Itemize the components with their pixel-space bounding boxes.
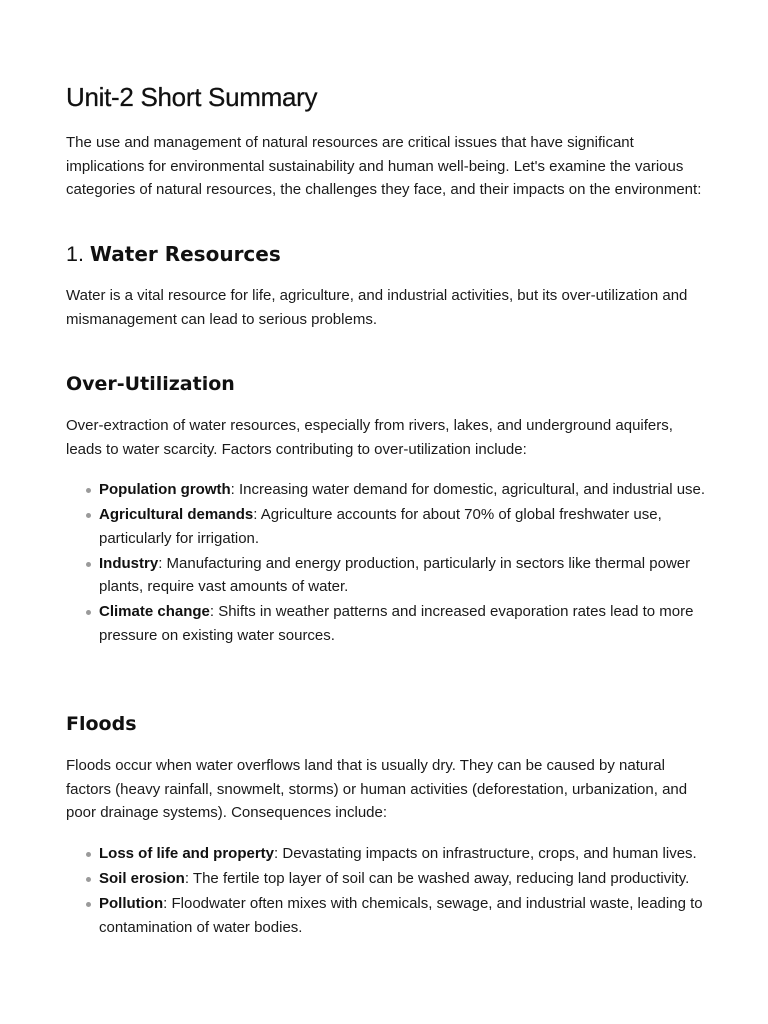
list-item-desc: : Manufacturing and energy production, particularly in sectors like thermal power plants, require vast amounts of water. [99,554,691,595]
list-item-term: Pollution [99,895,164,912]
floods-heading: Floods [66,713,137,735]
list-item-term: Climate change [99,603,210,620]
floods-paragraph: Floods occur when water overflows land that is usually dry. They can be caused by natural factors (heavy rainfall, snowmelt, storms) or human activities (deforestation, urbanization, and poor drainage systems). Consequences include: [66,757,688,821]
list-item [66,842,716,866]
page-title: Unit-2 Short Summary [66,82,318,112]
over-utilization-list [66,478,716,647]
list-item-desc: : Shifts in weather patterns and increased evaporation rates lead to more pressure on existing water sources. [99,603,694,644]
list-item-term: Population growth [99,481,231,498]
list-item [66,552,716,599]
section-number: 1. [66,242,84,266]
intro-paragraph: The use and management of natural resources are critical issues that have significant implications for environmental sustainability and human well-being. Let's examine the various categories of natural resources, the challenges they face, and their impacts on the environment: [66,134,702,198]
list-item-desc: : Agriculture accounts for about 70% of global freshwater use, particularly for irrigation. [99,506,662,547]
over-utilization-heading: Over-Utilization [66,373,235,395]
list-item [66,892,716,939]
section-heading-water-resources [66,242,281,267]
section-title: Water Resources [89,242,281,266]
list-item [66,503,716,550]
list-item-desc: : Devastating impacts on infrastructure, crops, and human lives. [274,845,697,862]
list-item-desc: : Floodwater often mixes with chemicals, sewage, and industrial waste, leading to contamination of water bodies. [99,895,703,936]
water-resources-paragraph: Water is a vital resource for life, agriculture, and industrial activities, but its over-utilization and mismanagement can lead to serious problems. [66,287,688,328]
list-item-term: Agricultural demands [99,506,254,523]
list-item-term: Loss of life and property [99,845,275,862]
list-item-term: Soil erosion [99,870,185,887]
list-item [66,600,716,647]
over-utilization-paragraph: Over-extraction of water resources, especially from rivers, lakes, and underground aquifers, leads to water scarcity. Factors contributing to over-utilization include: [66,417,673,458]
list-item-term: Industry [99,554,159,572]
list-item [66,478,716,502]
list-item-desc: : The fertile top layer of soil can be washed away, reducing land productivity. [184,870,690,887]
list-item-desc: : Increasing water demand for domestic, agricultural, and industrial use. [230,481,706,498]
floods-list [66,842,716,939]
list-item [66,867,716,891]
